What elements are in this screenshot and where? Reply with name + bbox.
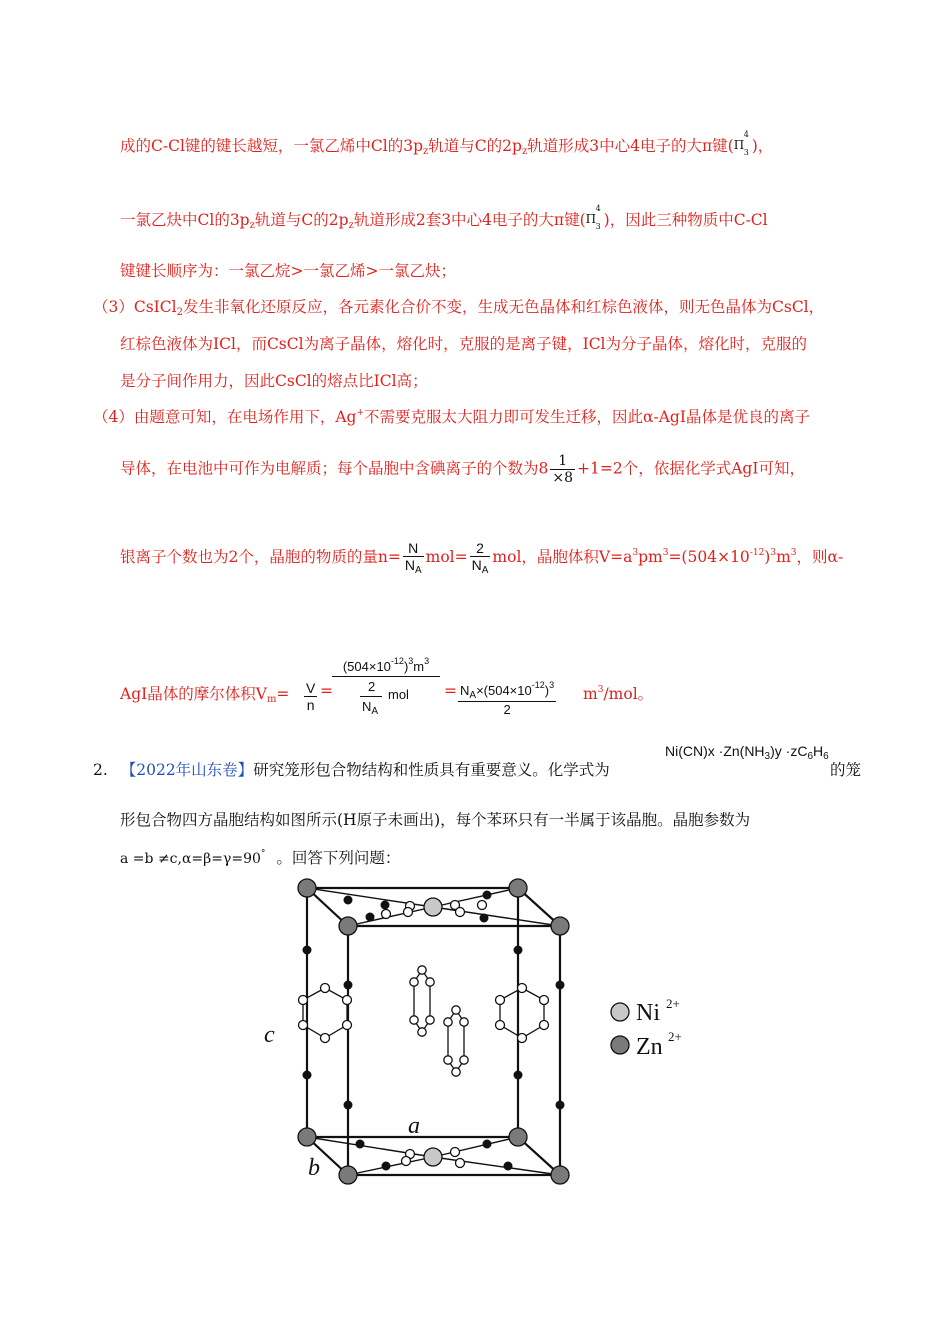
axis-label-b: b (308, 1155, 320, 1181)
answer-3-line-2: 红棕色液体为ICl，而CsCl为离子晶体，熔化时，克服的是离子键，ICl为分子晶体，熔化时，克服的 (120, 335, 808, 353)
complex-numerator: $(504\times 10^{-12})^3m^3$ (342, 656, 430, 674)
answer-3-line-3: 是分子间作用力，因此CsCl的熔点比ICl高； (120, 372, 428, 390)
legend-zn-marker (611, 1036, 629, 1054)
complex-fraction (332, 656, 440, 717)
pi-bond-symbol: Π 4 3 (585, 204, 601, 231)
answer-line-3: 键键长顺序为：一氯乙烷>一氯乙烯>一氯乙炔； (120, 262, 456, 280)
axis-label-a: a (408, 1113, 420, 1139)
equals-sign-2: = (444, 682, 457, 700)
answer-4-line-2: 导体，在电池中可作为电解质；每个晶胞中含碘离子的个数为8 $\frac{1}{\times 8}$ +1=2个，依据化学式AgI可知， (120, 453, 805, 486)
answer-line-1: 成的C-Cl键的键长越短，一氯乙烯中Cl的$3p_z$轨道与C的$2p_z$轨道形成3中心4电子的大π键( Π 4 3 )， (120, 132, 773, 162)
result-fraction: $\frac{N_A\times(504\times 10^{-12})^3}{2}$ (460, 680, 555, 717)
fraction-one-eighth: $\frac{1}{\times 8}$ (552, 453, 574, 486)
complex-denominator: 2 $N_A$ mol (362, 679, 409, 717)
pi-bond-symbol: Π 4 3 (733, 130, 749, 157)
crystal-structure-figure (250, 870, 720, 1190)
legend (611, 996, 682, 1060)
legend-ni-charge: 2+ (666, 996, 680, 1011)
question-2-line-1-end: 的笼 (830, 761, 862, 779)
fraction-v-over-n: $\frac{V}{n}$ (306, 680, 316, 713)
legend-zn-label: Zn (636, 1034, 663, 1060)
answer-3-line-1: （3）CsICl$_2$发生非氧化还原反应，各元素化合价不变，生成无色晶体和红棕色液体，则无色晶体为CsCl， (93, 298, 825, 318)
equals-sign: = (320, 682, 333, 700)
answer-4-line-4: AgI晶体的摩尔体积$V_m=$ (120, 685, 290, 705)
answer-4-unit: $m^3$/mol。 (583, 685, 654, 703)
axis-label-c: c (264, 1022, 275, 1048)
fraction-n-over-na: $\frac{N}{N_A}$ (404, 540, 422, 576)
zinc-atoms (298, 879, 569, 1184)
question-2-line-2: 形包合物四方晶胞结构如图所示(H原子未画出)，每个苯环只有一半属于该晶胞。晶胞参数为 (120, 811, 751, 829)
answer-line-2: 一氯乙炔中Cl的$3p_z$轨道与C的$2p_z$轨道形成2套3中心4电子的大π键( Π 4 3 )，因此三种物质中C-Cl (120, 206, 768, 236)
benzene-ring-right (496, 984, 549, 1043)
fraction-2-over-na: $\frac{2}{N_A}$ (471, 540, 489, 576)
legend-ni-label: Ni (636, 1000, 660, 1026)
white-atoms (382, 901, 487, 1168)
legend-zn-charge: 2+ (668, 1029, 682, 1044)
question-2-line-3: a =b ≠c,α=β=γ=90° 。回答下列问题： (120, 849, 401, 867)
answer-4-line-1: （4）由题意可知，在电场作用下，Ag+不需要克服太大阻力即可发生迁移，因此α-AgI晶体是优良的离子 (93, 408, 810, 426)
legend-ni-marker (611, 1003, 629, 1021)
question-source: 【2022年山东卷】 (120, 761, 254, 779)
chemical-formula: $Ni(CN)x \cdot Zn(NH_3)y \cdot zC_6H_6$ (665, 743, 829, 762)
question-2-line-1: 2. 【2022年山东卷】研究笼形包合物结构和性质具有重要意义。化学式为 (93, 761, 610, 779)
answer-4-line-3: 银离子个数也为2个，晶胞的物质的量n= $\frac{N}{N_A}$ mol= $\frac{2}{N_A}$ mol，晶胞体积$V=a^3pm^3=(504\times 10^{-12})^3m^3$，则α- (120, 540, 844, 576)
benzene-center-2 (444, 1006, 468, 1076)
benzene-center-1 (410, 966, 434, 1036)
